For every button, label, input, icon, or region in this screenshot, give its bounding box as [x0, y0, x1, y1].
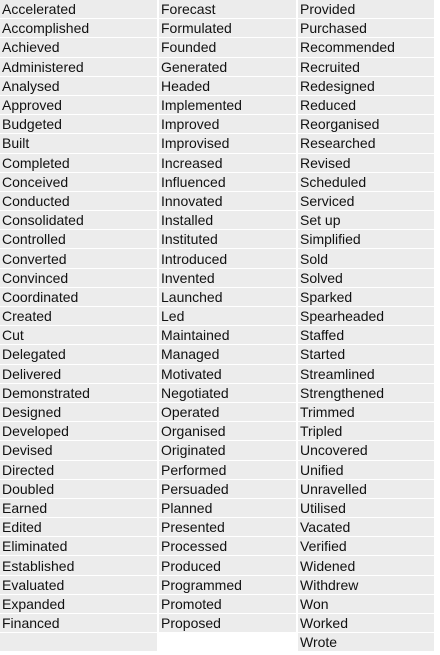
word-cell[interactable]: Conceived	[0, 173, 157, 192]
word-cell[interactable]: Unravelled	[298, 480, 434, 499]
word-cell[interactable]: Built	[0, 134, 157, 153]
table-row	[0, 192, 434, 211]
table-row	[0, 230, 434, 249]
table-row	[0, 96, 434, 115]
word-cell[interactable]: Devised	[0, 441, 157, 460]
word-cell[interactable]: Verified	[298, 537, 434, 556]
word-cell[interactable]: Managed	[159, 345, 296, 364]
word-cell[interactable]: Performed	[159, 461, 296, 480]
word-cell[interactable]: Unified	[298, 461, 434, 480]
table-row	[0, 249, 434, 268]
word-cell[interactable]: Promoted	[159, 595, 296, 614]
word-cell[interactable]: Designed	[0, 403, 157, 422]
word-cell[interactable]: Administered	[0, 58, 157, 77]
table-row	[0, 461, 434, 480]
word-cell[interactable]: Programmed	[159, 576, 296, 595]
word-cell[interactable]: Staffed	[298, 326, 434, 345]
word-cell[interactable]: Started	[298, 345, 434, 364]
table-row	[0, 499, 434, 518]
empty-cell[interactable]	[159, 633, 296, 652]
word-cell[interactable]: Improved	[159, 115, 296, 134]
word-cell[interactable]: Sparked	[298, 288, 434, 307]
word-cell[interactable]: Controlled	[0, 230, 157, 249]
word-cell[interactable]: Proposed	[159, 614, 296, 633]
word-cell[interactable]: Demonstrated	[0, 384, 157, 403]
word-cell[interactable]: Solved	[298, 269, 434, 288]
word-cell[interactable]: Tripled	[298, 422, 434, 441]
word-cell[interactable]: Financed	[0, 614, 157, 633]
empty-cell[interactable]	[0, 633, 157, 652]
word-cell[interactable]: Negotiated	[159, 384, 296, 403]
word-cell[interactable]: Achieved	[0, 38, 157, 57]
table-row	[0, 614, 434, 633]
word-cell[interactable]: Processed	[159, 537, 296, 556]
table-row	[0, 269, 434, 288]
word-cell[interactable]: Earned	[0, 499, 157, 518]
word-cell[interactable]: Headed	[159, 77, 296, 96]
word-cell[interactable]: Revised	[298, 154, 434, 173]
table-row	[0, 556, 434, 575]
word-cell[interactable]: Influenced	[159, 173, 296, 192]
word-cell[interactable]: Strengthened	[298, 384, 434, 403]
word-cell[interactable]: Installed	[159, 211, 296, 230]
word-cell[interactable]: Provided	[298, 0, 434, 19]
word-cell[interactable]: Set up	[298, 211, 434, 230]
word-cell[interactable]: Cut	[0, 326, 157, 345]
table-row	[0, 19, 434, 38]
table-row	[0, 77, 434, 96]
table-row	[0, 403, 434, 422]
table-row	[0, 115, 434, 134]
word-cell[interactable]: Utilised	[298, 499, 434, 518]
word-cell[interactable]: Launched	[159, 288, 296, 307]
table-row	[0, 422, 434, 441]
table-row	[0, 576, 434, 595]
word-cell[interactable]: Eliminated	[0, 537, 157, 556]
table-row	[0, 288, 434, 307]
table-row	[0, 441, 434, 460]
word-cell[interactable]: Accomplished	[0, 19, 157, 38]
word-cell[interactable]: Sold	[298, 249, 434, 268]
word-cell[interactable]: Serviced	[298, 192, 434, 211]
word-cell[interactable]: Analysed	[0, 77, 157, 96]
word-cell[interactable]: Completed	[0, 154, 157, 173]
word-cell[interactable]: Implemented	[159, 96, 296, 115]
word-cell[interactable]: Presented	[159, 518, 296, 537]
word-cell[interactable]: Generated	[159, 58, 296, 77]
table-row	[0, 38, 434, 57]
word-cell[interactable]: Approved	[0, 96, 157, 115]
word-cell[interactable]: Withdrew	[298, 576, 434, 595]
word-cell[interactable]: Redesigned	[298, 77, 434, 96]
word-cell[interactable]: Operated	[159, 403, 296, 422]
word-cell[interactable]: Instituted	[159, 230, 296, 249]
word-cell[interactable]: Delegated	[0, 345, 157, 364]
word-cell[interactable]: Won	[298, 595, 434, 614]
table-row	[0, 480, 434, 499]
table-row	[0, 154, 434, 173]
table-row	[0, 518, 434, 537]
word-cell[interactable]: Motivated	[159, 365, 296, 384]
word-cell[interactable]: Led	[159, 307, 296, 326]
word-cell[interactable]: Maintained	[159, 326, 296, 345]
word-cell[interactable]: Trimmed	[298, 403, 434, 422]
table-row	[0, 0, 434, 19]
word-cell[interactable]: Produced	[159, 556, 296, 575]
table-row	[0, 384, 434, 403]
word-cell[interactable]: Recommended	[298, 38, 434, 57]
word-cell[interactable]: Converted	[0, 249, 157, 268]
table-row	[0, 307, 434, 326]
table-row	[0, 58, 434, 77]
word-cell[interactable]: Conducted	[0, 192, 157, 211]
word-cell[interactable]: Established	[0, 556, 157, 575]
word-cell[interactable]: Forecast	[159, 0, 296, 19]
table-row	[0, 345, 434, 364]
word-cell[interactable]: Vacated	[298, 518, 434, 537]
word-cell[interactable]: Delivered	[0, 365, 157, 384]
word-cell[interactable]: Directed	[0, 461, 157, 480]
word-cell[interactable]: Streamlined	[298, 365, 434, 384]
word-cell[interactable]: Reorganised	[298, 115, 434, 134]
word-cell[interactable]: Improvised	[159, 134, 296, 153]
word-cell[interactable]: Simplified	[298, 230, 434, 249]
word-cell[interactable]: Spearheaded	[298, 307, 434, 326]
word-cell[interactable]: Edited	[0, 518, 157, 537]
word-cell[interactable]: Convinced	[0, 269, 157, 288]
table-row	[0, 595, 434, 614]
word-cell[interactable]: Planned	[159, 499, 296, 518]
word-cell[interactable]: Developed	[0, 422, 157, 441]
table-row	[0, 365, 434, 384]
word-cell[interactable]: Budgeted	[0, 115, 157, 134]
word-cell[interactable]: Formulated	[159, 19, 296, 38]
word-cell[interactable]: Wrote	[298, 633, 434, 652]
word-cell[interactable]: Scheduled	[298, 173, 434, 192]
word-cell[interactable]: Expanded	[0, 595, 157, 614]
word-cell[interactable]: Purchased	[298, 19, 434, 38]
word-cell[interactable]: Uncovered	[298, 441, 434, 460]
word-cell[interactable]: Worked	[298, 614, 434, 633]
word-cell[interactable]: Recruited	[298, 58, 434, 77]
word-cell[interactable]: Accelerated	[0, 0, 157, 19]
word-cell[interactable]: Created	[0, 307, 157, 326]
word-cell[interactable]: Persuaded	[159, 480, 296, 499]
table-row	[0, 326, 434, 345]
word-cell[interactable]: Evaluated	[0, 576, 157, 595]
table-row	[0, 173, 434, 192]
table-row	[0, 537, 434, 556]
word-cell[interactable]: Organised	[159, 422, 296, 441]
word-cell[interactable]: Widened	[298, 556, 434, 575]
word-cell[interactable]: Introduced	[159, 249, 296, 268]
word-cell[interactable]: Increased	[159, 154, 296, 173]
word-cell[interactable]: Consolidated	[0, 211, 157, 230]
table-row	[0, 633, 434, 652]
word-cell[interactable]: Innovated	[159, 192, 296, 211]
word-cell[interactable]: Originated	[159, 441, 296, 460]
word-cell[interactable]: Founded	[159, 38, 296, 57]
word-cell[interactable]: Coordinated	[0, 288, 157, 307]
word-cell[interactable]: Reduced	[298, 96, 434, 115]
word-cell[interactable]: Invented	[159, 269, 296, 288]
table-row	[0, 134, 434, 153]
word-cell[interactable]: Researched	[298, 134, 434, 153]
table-row	[0, 211, 434, 230]
word-cell[interactable]: Doubled	[0, 480, 157, 499]
